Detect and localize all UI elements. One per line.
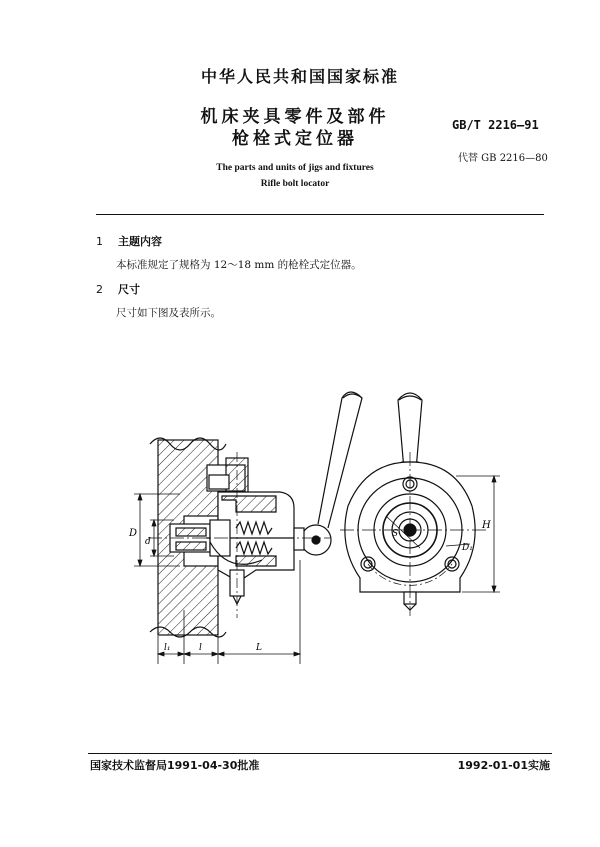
title-line-2: 枪栓式定位器 <box>232 129 358 149</box>
section-number: 1 <box>96 235 103 248</box>
section-title: 主题内容 <box>118 235 162 248</box>
approval-notice: 国家技术监督局1991-04-30批准 <box>90 759 260 772</box>
dim-label-D: D <box>129 528 138 539</box>
dim-label-l1: l₁ <box>164 643 171 653</box>
issuing-authority: 中华人民共和国国家标准 <box>200 67 399 86</box>
dim-label-D1: D₁ <box>462 543 473 553</box>
en-title-line-1: The parts and units of jigs and fixtures <box>216 163 374 173</box>
section-1-body: 本标准规定了规格为 12～18 mm 的枪栓式定位器。 <box>116 259 362 271</box>
section-number: 2 <box>96 283 103 296</box>
effective-date: 1992-01-01实施 <box>457 759 550 772</box>
section-title: 尺寸 <box>118 283 140 296</box>
dim-label-l: l <box>199 643 202 653</box>
title-line-1: 机床夹具零件及部件 <box>200 107 390 127</box>
dim-label-L: L <box>256 643 262 653</box>
en-title-line-2: Rifle bolt locator <box>260 179 330 189</box>
footer-rule <box>88 753 552 754</box>
section-view <box>148 392 362 637</box>
dim-label-S: S <box>392 529 399 539</box>
replaces-standard: 代替 GB 2216—80 <box>458 153 548 164</box>
dim-label-H: H <box>482 520 491 531</box>
dim-label-d: d <box>145 537 151 547</box>
standard-number: GB/T 2216—91 <box>452 118 539 132</box>
front-view <box>340 393 486 616</box>
section-2-body: 尺寸如下图及表所示。 <box>116 307 221 319</box>
